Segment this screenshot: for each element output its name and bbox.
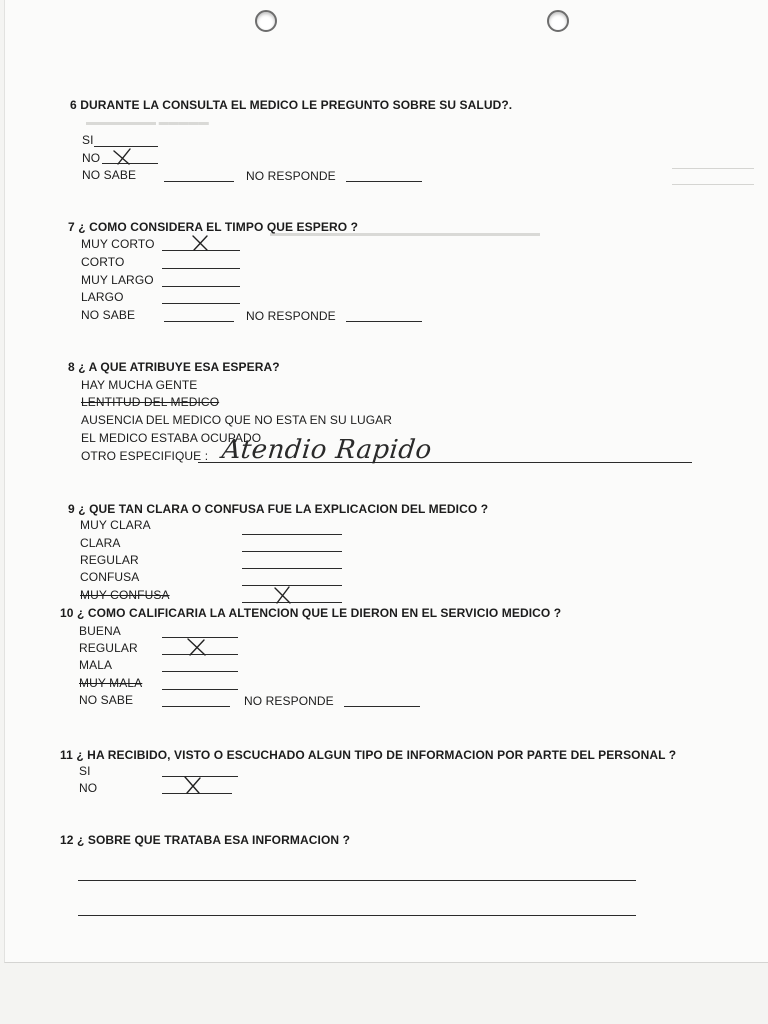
q8-option-ausencia: AUSENCIA DEL MEDICO QUE NO ESTA EN SU LUGAR	[81, 413, 393, 427]
q10-mala-answer-line[interactable]	[162, 671, 238, 672]
q10-option-no-responde: NO RESPONDE	[244, 694, 334, 708]
question-8-title: 8 ¿ A QUE ATRIBUYE ESA ESPERA?	[68, 360, 280, 374]
q10-option-mala: MALA	[79, 658, 113, 672]
punch-hole	[255, 10, 277, 32]
question-7-title: 7 ¿ COMO CONSIDERA EL TIMPO QUE ESPERO ?	[68, 220, 359, 234]
q7-corto-answer-line[interactable]	[162, 268, 240, 269]
q10-option-no-sabe: NO SABE	[79, 693, 134, 707]
q9-regular-answer-line[interactable]	[242, 568, 342, 569]
check-mark-icon	[186, 638, 208, 656]
q7-option-no-responde: NO RESPONDE	[246, 309, 336, 323]
q10-no-sabe-answer-line[interactable]	[162, 706, 230, 707]
check-mark-icon	[112, 148, 134, 166]
punch-hole	[547, 10, 569, 32]
survey-sheet	[4, 0, 768, 963]
q9-muy-clara-answer-line[interactable]	[242, 534, 342, 535]
q8-option-ocupado: EL MEDICO ESTABA OCUPADO	[81, 431, 262, 445]
q8-option-otro: OTRO ESPECIFIQUE :	[81, 449, 209, 463]
check-mark-icon	[190, 234, 212, 252]
q11-option-no: NO	[79, 781, 98, 795]
q9-clara-answer-line[interactable]	[242, 551, 342, 552]
q6-option-no-sabe: NO SABE	[82, 168, 137, 182]
q7-option-muy-largo: MUY LARGO	[81, 273, 154, 287]
question-6-title: 6 DURANTE LA CONSULTA EL MEDICO LE PREGUNTO SOBRE SU SALUD?.	[70, 98, 513, 112]
q10-muy-mala-answer-line[interactable]	[162, 689, 238, 690]
q6-option-no-responde: NO RESPONDE	[246, 169, 336, 183]
check-mark-icon	[272, 586, 294, 604]
q10-option-muy-mala: MUY MALA	[79, 676, 143, 690]
q11-option-si: SI	[79, 764, 91, 778]
q9-option-regular: REGULAR	[80, 553, 139, 567]
check-mark-icon	[182, 776, 204, 794]
q7-muy-largo-answer-line[interactable]	[162, 286, 240, 287]
q6-no-sabe-answer-line[interactable]	[164, 181, 234, 182]
q7-largo-answer-line[interactable]	[162, 303, 240, 304]
question-11-title: 11 ¿ HA RECIBIDO, VISTO O ESCUCHADO ALGUN TIPO DE INFORMACION POR PARTE DEL PERSONAL ?	[60, 748, 677, 762]
q6-no-responde-answer-line[interactable]	[346, 181, 422, 182]
q10-option-buena: BUENA	[79, 624, 121, 638]
q10-option-regular: REGULAR	[79, 641, 138, 655]
q7-option-no-sabe: NO SABE	[81, 308, 136, 322]
q9-option-muy-confusa: MUY CONFUSA	[80, 588, 170, 602]
q6-option-no: NO	[82, 151, 101, 165]
q12-answer-line-2[interactable]	[78, 915, 636, 916]
q9-option-confusa: CONFUSA	[80, 570, 140, 584]
bleed-through-line	[672, 168, 754, 169]
q7-option-corto: CORTO	[81, 255, 125, 269]
bleed-through: ▬▬▬▬▬▬▬▬▬▬▬▬▬▬▬▬▬▬▬▬▬▬▬▬▬▬▬	[270, 228, 540, 239]
q9-option-muy-clara: MUY CLARA	[80, 518, 151, 532]
q12-answer-line-1[interactable]	[78, 880, 636, 881]
q7-option-largo: LARGO	[81, 290, 124, 304]
question-10-title: 10 ¿ COMO CALIFICARIA LA ALTENCION QUE LE DIERON EN EL SERVICIO MEDICO ?	[60, 606, 562, 620]
bleed-through-line	[672, 184, 754, 185]
q6-option-si: SI	[82, 133, 94, 147]
q7-option-muy-corto: MUY CORTO	[81, 237, 155, 251]
handwritten-answer: Atendio Rapido	[220, 435, 434, 465]
bleed-through: ▬▬▬▬▬▬▬ ▬▬▬▬▬	[86, 117, 209, 128]
question-12-title: 12 ¿ SOBRE QUE TRATABA ESA INFORMACION ?	[60, 833, 351, 847]
q8-option-lentitud: LENTITUD DEL MEDICO	[81, 395, 220, 409]
q7-no-responde-answer-line[interactable]	[346, 321, 422, 322]
question-9-title: 9 ¿ QUE TAN CLARA O CONFUSA FUE LA EXPLICACION DEL MEDICO ?	[68, 502, 489, 516]
q7-no-sabe-answer-line[interactable]	[164, 321, 234, 322]
q8-option-mucha-gente: HAY MUCHA GENTE	[81, 378, 198, 392]
q10-no-responde-answer-line[interactable]	[344, 706, 420, 707]
q6-si-answer-line[interactable]	[94, 146, 158, 147]
q9-option-clara: CLARA	[80, 536, 121, 550]
